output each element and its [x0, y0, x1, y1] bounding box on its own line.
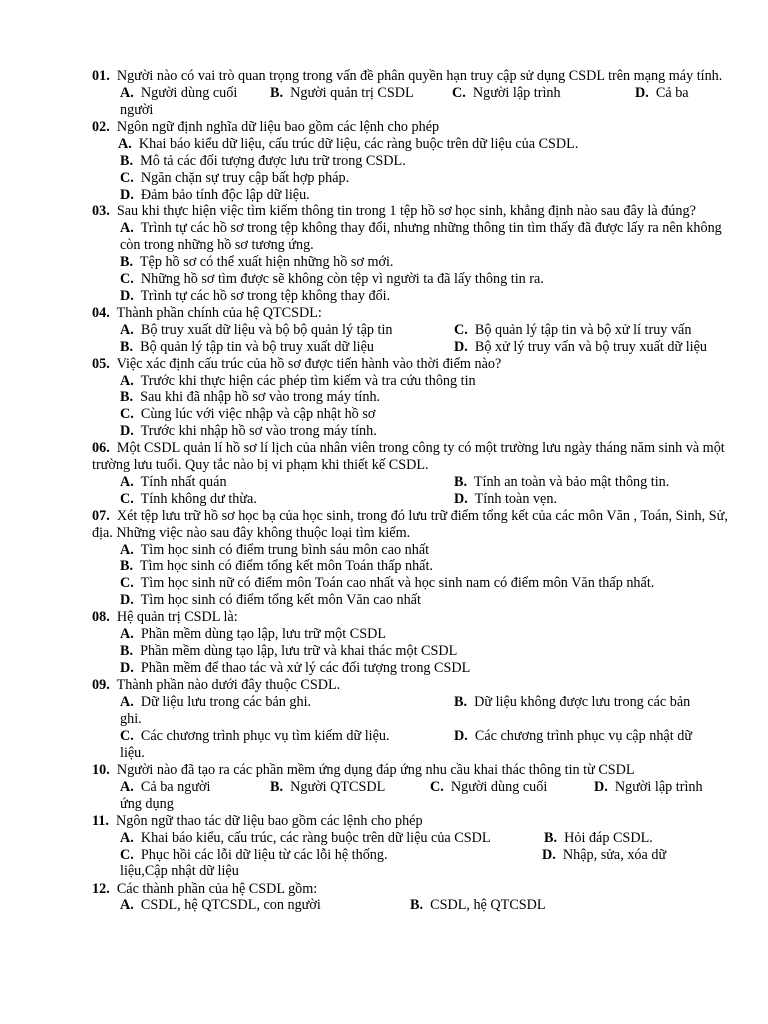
question-number: 07.	[92, 507, 110, 524]
question-text: Thành phần chính của hệ QTCSDL:	[116, 304, 322, 321]
question-08	[92, 609, 730, 677]
question-06	[92, 440, 730, 508]
question-number: 02.	[92, 118, 110, 135]
question-text: Thành phần nào dưới đây thuộc CSDL.	[116, 676, 341, 693]
option-a[interactable]: A. Bộ truy xuất dữ liệu và bộ bộ quản lý tập tin	[120, 321, 393, 338]
option-a[interactable]: A. Tìm học sinh có điểm trung bình sáu môn cao nhất	[120, 541, 430, 558]
question-text: Việc xác định cấu trúc của hồ sơ được tiến hành vào thời điểm nào?	[116, 355, 502, 372]
option-b[interactable]: B. Bộ quản lý tập tin và bộ truy xuất dữ liệu	[120, 338, 374, 355]
question-02	[92, 119, 730, 204]
question-05	[92, 356, 730, 441]
option-a[interactable]: A. Người dùng cuối	[120, 84, 238, 101]
question-number: 05.	[92, 355, 110, 372]
option-c[interactable]: C. Cùng lúc với việc nhập và cập nhật hồ sơ	[120, 406, 376, 423]
option-a[interactable]: A. Tính nhất quán	[120, 473, 227, 490]
option-c[interactable]: C. Những hồ sơ tìm được sẽ không còn tệp vì người ta đã lấy thông tin ra.	[120, 271, 544, 288]
question-10	[92, 762, 730, 813]
option-d[interactable]: D. Các chương trình phục vụ cập nhật dữ liệu.	[120, 727, 693, 761]
option-d[interactable]: D. Trình tự các hồ sơ trong tệp không thay đổi.	[120, 287, 391, 304]
option-d[interactable]: D. Cả ba người	[120, 84, 689, 118]
options	[92, 85, 730, 119]
option-b[interactable]: B. Tính an toàn và bảo mật thông tin.	[454, 473, 670, 490]
option-d[interactable]: D. Tính toàn vẹn.	[454, 490, 557, 507]
question-number: 03.	[92, 203, 110, 220]
option-a[interactable]: A. CSDL, hệ QTCSDL, con người	[120, 897, 321, 914]
option-b[interactable]: B. Tệp hồ sơ có thể xuất hiện những hồ sơ mới.	[120, 254, 394, 271]
question-text: Các thành phần của hệ CSDL gồm:	[116, 880, 318, 897]
question-text: Xét tệp lưu trữ hồ sơ học bạ của học sinh, trong đó lưu trữ điểm tổng kết của các môn Văn , Toán, Sinh, Sử, địa. Những việc nào sau đây không thuộc loại tìm kiếm.	[92, 507, 728, 541]
option-a[interactable]: A. Dữ liệu lưu trong các bản ghi.	[120, 693, 312, 710]
question-11	[92, 813, 730, 881]
question-text: Hệ quản trị CSDL là:	[116, 609, 238, 626]
question-text: Ngôn ngữ định nghĩa dữ liệu bao gồm các lệnh cho phép	[116, 118, 440, 135]
option-b[interactable]: B. Mô tả các đối tượng được lưu trữ trong CSDL.	[120, 152, 406, 169]
option-b[interactable]: B. Tìm học sinh có điểm tổng kết môn Toán thấp nhất.	[120, 558, 433, 575]
option-a[interactable]: A. Phần mềm dùng tạo lập, lưu trữ một CSDL	[120, 626, 387, 643]
option-d[interactable]: D. Bộ xử lý truy vấn và bộ truy xuất dữ liệu	[454, 338, 707, 355]
question-07	[92, 508, 730, 609]
option-c[interactable]: C. Ngăn chặn sự truy cập bất hợp pháp.	[120, 169, 350, 186]
option-d[interactable]: D. Trước khi nhập hồ sơ vào trong máy tính.	[120, 423, 377, 440]
question-number: 08.	[92, 609, 110, 626]
question-01	[92, 68, 730, 119]
option-a[interactable]: A. Khai báo kiểu, cấu trúc, các ràng buộc trên dữ liệu của CSDL	[120, 829, 491, 846]
option-b[interactable]: B. Người quản trị CSDL	[270, 84, 414, 101]
option-d[interactable]: D. Nhập, sửa, xóa dữ liệu,Cập nhật dữ liệu	[120, 846, 667, 880]
option-c[interactable]: C. Người lập trình	[452, 84, 561, 101]
option-c[interactable]: C. Người dùng cuối	[430, 778, 548, 795]
option-c[interactable]: C. Tìm học sinh nữ có điểm môn Toán cao nhất và học sinh nam có điểm môn Văn thấp nhất.	[120, 575, 655, 592]
option-b[interactable]: B. Phần mềm dùng tạo lập, lưu trữ và khai thác một CSDL	[120, 643, 458, 659]
question-number: 11.	[92, 812, 109, 829]
option-b[interactable]: B. Hỏi đáp CSDL.	[544, 829, 653, 846]
option-d[interactable]: D. Tìm học sinh có điểm tổng kết môn Văn cao nhất	[120, 592, 421, 609]
option-a[interactable]: A. Trước khi thực hiện các phép tìm kiếm và tra cứu thông tin	[120, 372, 476, 389]
option-a[interactable]: A. Trình tự các hồ sơ trong tệp không thay đổi, nhưng những thông tin tìm thấy đã được lấy ra nên không còn trong những hồ sơ tương ứng.	[120, 220, 722, 254]
question-number: 01.	[92, 68, 110, 84]
question-text: Ngôn ngữ thao tác dữ liệu bao gồm các lệnh cho phép	[116, 812, 423, 829]
question-09	[92, 677, 730, 762]
question-number: 06.	[92, 440, 110, 457]
question-number: 04.	[92, 304, 110, 321]
option-c[interactable]: C. Bộ quản lý tập tin và bộ xử lí truy vấn	[454, 321, 692, 338]
option-b[interactable]: B. Sau khi đã nhập hồ sơ vào trong máy tính.	[120, 389, 381, 406]
option-c[interactable]: C. Phục hồi các lỗi dữ liệu từ các lỗi hệ thống.	[120, 846, 388, 863]
question-number: 10.	[92, 761, 110, 778]
question-12	[92, 881, 730, 915]
option-a[interactable]: A. Khai báo kiểu dữ liệu, cấu trúc dữ liệu, các ràng buộc trên dữ liệu của CSDL.	[118, 135, 579, 152]
option-b[interactable]: B. Dữ liệu không được lưu trong các bản ghi.	[120, 693, 691, 727]
option-d[interactable]: D. Người lập trình ứng dụng	[120, 778, 703, 812]
question-number: 09.	[92, 676, 110, 693]
question-04	[92, 305, 730, 356]
question-text: Người nào đã tạo ra các phần mềm ứng dụng đáp ứng nhu cầu khai thác thông tin từ CSDL	[116, 761, 635, 778]
question-03	[92, 203, 730, 304]
question-number: 12.	[92, 880, 110, 897]
option-c[interactable]: C. Các chương trình phục vụ tìm kiếm dữ liệu.	[120, 727, 390, 744]
option-a[interactable]: A. Cả ba người	[120, 778, 211, 795]
question-text: Một CSDL quản lí hồ sơ lí lịch của nhân viên trong công ty có một trường lưu ngày tháng năm sinh và một trường lưu tuổi. Quy tắc nào bị vi phạm khi thiết kế CSDL.	[92, 440, 725, 474]
question-text: Người nào có vai trò quan trọng trong vấn đề phân quyền hạn truy cập sử dụng CSDL trên mạng máy tính.	[116, 68, 723, 84]
question-text: Sau khi thực hiện việc tìm kiếm thông tin trong 1 tệp hồ sơ học sinh, khẳng định nào sau đây là đúng?	[116, 203, 696, 220]
option-b[interactable]: B. CSDL, hệ QTCSDL	[410, 897, 546, 914]
option-c[interactable]: C. Tính không dư thừa.	[120, 490, 257, 507]
option-d[interactable]: D. Phần mềm để thao tác và xử lý các đối tượng trong CSDL	[120, 659, 471, 676]
option-b[interactable]: B. Người QTCSDL	[270, 778, 386, 795]
option-d[interactable]: D. Đảm bảo tính độc lập dữ liệu.	[120, 186, 310, 203]
